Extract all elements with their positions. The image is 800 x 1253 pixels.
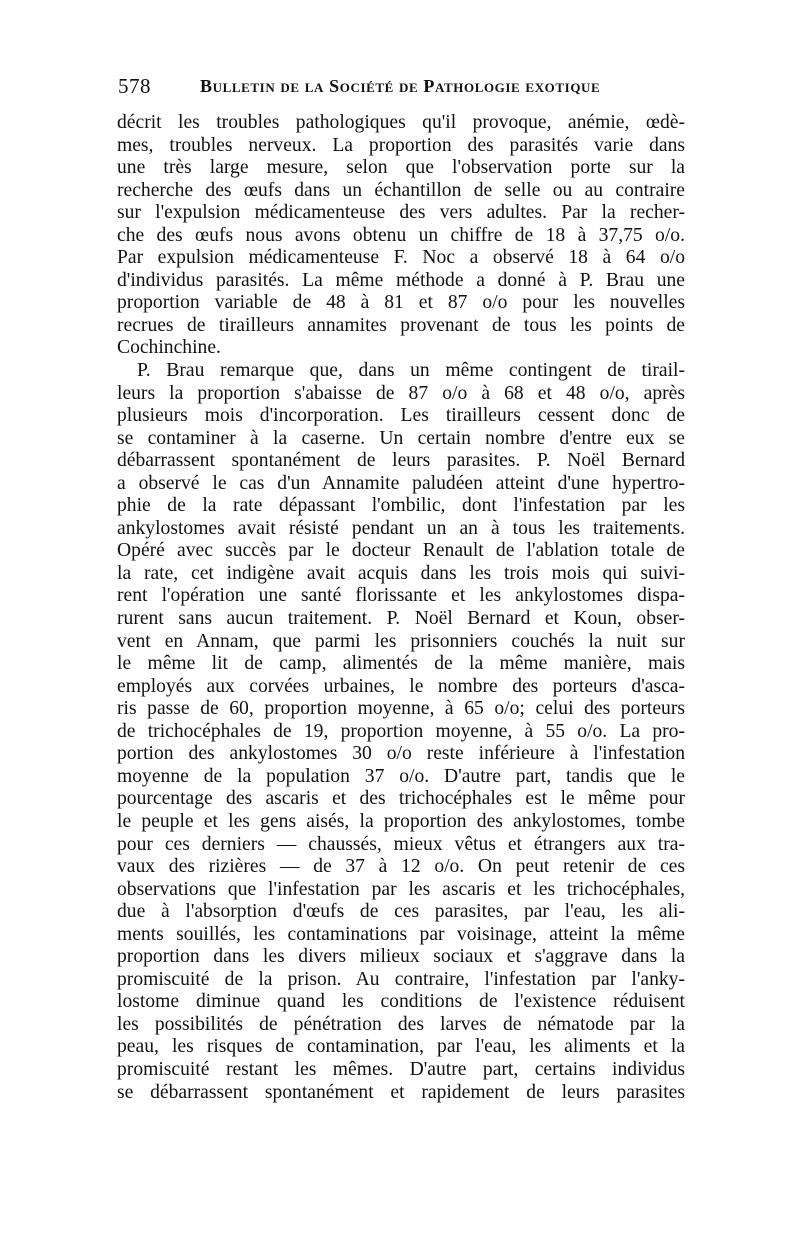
text-line: che des œufs nous avons obtenu un chiffre de 18 à 37,75 o/o. <box>117 224 685 246</box>
running-title: Bulletin de la Société de Pathologie exotique <box>200 76 601 96</box>
text-line: proportion dans les divers milieux sociaux et s'aggrave dans la <box>117 946 685 968</box>
text-line: vaux des rizières — de 37 à 12 o/o. On peut retenir de ces <box>117 856 685 878</box>
text-line: pourcentage des ascaris et des trichocéphales est le même pour <box>117 788 685 810</box>
text-line: se contaminer à la caserne. Un certain nombre d'entre eux se <box>117 427 685 449</box>
text-line: d'individus parasités. La même méthode a donné à P. Brau une <box>117 269 685 291</box>
text-line: ments souillés, les contaminations par voisinage, atteint la même <box>117 923 685 945</box>
text-line: le peuple et les gens aisés, la proportion des ankylostomes, tombe <box>117 810 685 832</box>
text-line: leurs la proportion s'abaisse de 87 o/o à 68 et 48 o/o, après <box>117 382 685 404</box>
text-line: proportion variable de 48 à 81 et 87 o/o pour les nouvelles <box>117 292 685 314</box>
text-line: vent en Annam, que parmi les prisonniers couchés la nuit sur <box>117 630 685 652</box>
running-head <box>118 74 688 100</box>
text-line: recrues de tirailleurs annamites provenant de tous les points de <box>117 314 685 336</box>
text-line: débarrassent spontanément de leurs parasites. P. Noël Bernard <box>117 450 685 472</box>
text-line: la rate, cet indigène avait acquis dans les trois mois qui suivi- <box>117 562 685 584</box>
text-line: due à l'absorption d'œufs de ces parasites, par l'eau, les ali- <box>117 901 685 923</box>
body-text <box>117 112 685 1104</box>
text-line: Par expulsion médicamenteuse F. Noc a observé 18 à 64 o/o <box>117 247 685 269</box>
text-line: pour ces derniers — chaussés, mieux vêtus et étrangers aux tra- <box>117 833 685 855</box>
text-line: moyenne de la population 37 o/o. D'autre part, tandis que le <box>117 765 685 787</box>
text-line: employés aux corvées urbaines, le nombre des porteurs d'asca- <box>117 675 685 697</box>
text-line: plusieurs mois d'incorporation. Les tirailleurs cessent donc de <box>117 405 685 427</box>
text-line: promiscuité de la prison. Au contraire, l'infestation par l'anky- <box>117 968 685 990</box>
text-line: P. Brau remarque que, dans un même contingent de tirail- <box>137 360 685 382</box>
text-line: mes, troubles nerveux. La proportion des parasités varie dans <box>117 134 685 156</box>
text-line: portion des ankylostomes 30 o/o reste inférieure à l'infestation <box>117 743 685 765</box>
text-line: sur l'expulsion médicamenteuse des vers adultes. Par la recher- <box>117 202 685 224</box>
text-line: recherche des œufs dans un échantillon de selle ou au contraire <box>117 179 685 201</box>
text-line: le même lit de camp, alimentés de la même manière, mais <box>117 653 685 675</box>
page-number: 578 <box>118 74 151 98</box>
text-line: rurent sans aucun traitement. P. Noël Bernard et Koun, obser- <box>117 608 685 630</box>
text-line: décrit les troubles pathologiques qu'il provoque, anémie, œdè- <box>117 112 685 133</box>
text-line: ankylostomes avait résisté pendant un an à tous les traitements. <box>117 517 685 539</box>
text-line: Cochinchine. <box>117 337 221 359</box>
text-line: a observé le cas d'un Annamite paludéen atteint d'une hypertro- <box>117 472 685 494</box>
text-line: ris passe de 60, proportion moyenne, à 65 o/o; celui des porteurs <box>117 698 685 720</box>
text-line: observations que l'infestation par les ascaris et les trichocéphales, <box>117 878 685 900</box>
text-line: promiscuité restant les mêmes. D'autre part, certains individus <box>117 1058 685 1080</box>
text-line: de trichocéphales de 19, proportion moyenne, à 55 o/o. La pro- <box>117 720 685 742</box>
text-line: peau, les risques de contamination, par l'eau, les aliments et la <box>117 1036 685 1058</box>
text-line: rent l'opération une santé florissante et les ankylostomes dispa- <box>117 585 685 607</box>
text-line: phie de la rate dépassant l'ombilic, dont l'infestation par les <box>117 495 685 517</box>
text-line: les possibilités de pénétration des larves de nématode par la <box>117 1013 685 1035</box>
text-line: Opéré avec succès par le docteur Renault de l'ablation totale de <box>117 540 685 562</box>
text-line: lostome diminue quand les conditions de l'existence réduisent <box>117 991 685 1013</box>
text-line: une très large mesure, selon que l'observation porte sur la <box>117 157 685 179</box>
text-line: se débarrassent spontanément et rapidement de leurs parasites <box>117 1081 685 1103</box>
